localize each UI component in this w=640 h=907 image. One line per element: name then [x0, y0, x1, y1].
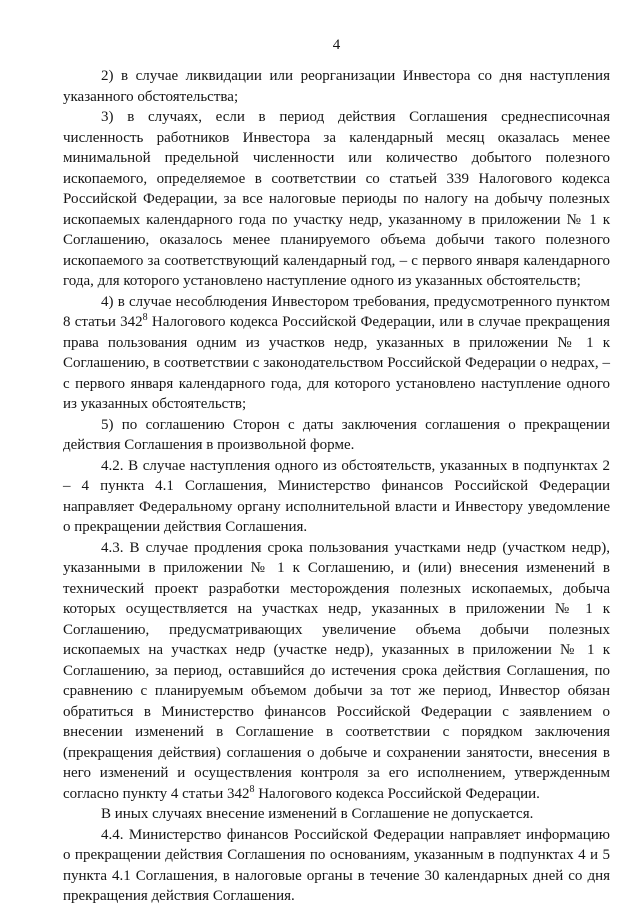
paragraph-4-3	[63, 538, 610, 805]
paragraph-text: 4.3. В случае продления срока пользования участками недр (участком недр), указанными в приложении № 1 к Соглашению, и (или) внесения изменений в технический проект разработки месторождения полезных ископаемых, добыча которых осуществляется на участках недр, указанных в приложении № 1 к Соглашению, предусматривающих увеличение объема добычи полезных ископаемых на участках недр (участке недр), указанных в приложении № 1 к Соглашению, за период, оставшийся до истечения срока действия Соглашения, по сравнению с планируемым объемом добычи за тот же период, Инвестор обязан обратиться в Министерство финансов Российской Федерации с заявлением о внесении изменений в Соглашение в соответствии с порядком заключения (прекращения действия) соглашения о добыче и сохранении занятости, внесения в него изменений и осуществления контроля за его исполнением, утвержденным согласно пункту 4 статьи 342	[63, 539, 610, 802]
paragraph-4-2: 4.2. В случае наступления одного из обстоятельств, указанных в подпунктах 2 – 4 пункта 4.1 Соглашения, Министерство финансов Российской Федерации направляет Федеральному органу исполнительной власти и Инвестору уведомление о прекращении действия Соглашения.	[63, 457, 610, 535]
paragraph-headcount: 3) в случаях, если в период действия Соглашения среднесписочная численность работников Инвестора за календарный месяц оказалась менее минимальной предельной численности или количество добытого полезного ископаемого, определяемое в соответствии со статьей 339 Налогового кодекса Российской Федерации, за все налоговые периоды по налогу на добычу полезных ископаемых календарного года по участку недр, указанному в приложении № 1 к Соглашению, оказалось менее планируемого объема добычи такого полезного ископаемого за соответствующий календарный год, – с первого января календарного года, для которого установлено наступление одного из указанных обстоятельств;	[63, 109, 610, 289]
paragraph-noncompliance	[63, 292, 610, 415]
superscript: 8	[249, 783, 255, 795]
paragraph-4-4: 4.4. Министерство финансов Российской Федерации направляет информацию о прекращении действия Соглашения по основаниям, указанным в подпунктах 4 и 5 пункта 4.1 Соглашения, в налоговые органы в течение 30 календарных дней со дня прекращения действия Соглашения.	[63, 826, 610, 904]
paragraph-other-cases: В иных случаях внесение изменений в Соглашение не допускается.	[101, 806, 534, 822]
paragraph-text: Налогового кодекса Российской Федерации.	[254, 785, 540, 802]
paragraph-text: 4) в случае несоблюдения Инвестором требования, предусмотренного пунктом 8 статьи 342	[63, 293, 610, 330]
paragraph-party-agreement: 5) по соглашению Сторон с даты заключения соглашения о прекращении действия Соглашения в произвольной форме.	[63, 416, 610, 453]
paragraph-liquidation: 2) в случае ликвидации или реорганизации Инвестора со дня наступления указанного обстоятельства;	[63, 68, 610, 105]
page-number: 4	[332, 37, 341, 53]
superscript: 8	[142, 312, 148, 323]
paragraph-text: Налогового кодекса Российской Федерации, или в случае прекращения права пользования одним из участков недр, указанных в приложении № 1 к Соглашению, в соответствии с законодательством Российской Федерации о недрах, – с первого января календарного года, для которого установлено наступление одного из указанных обстоятельств;	[63, 314, 611, 412]
